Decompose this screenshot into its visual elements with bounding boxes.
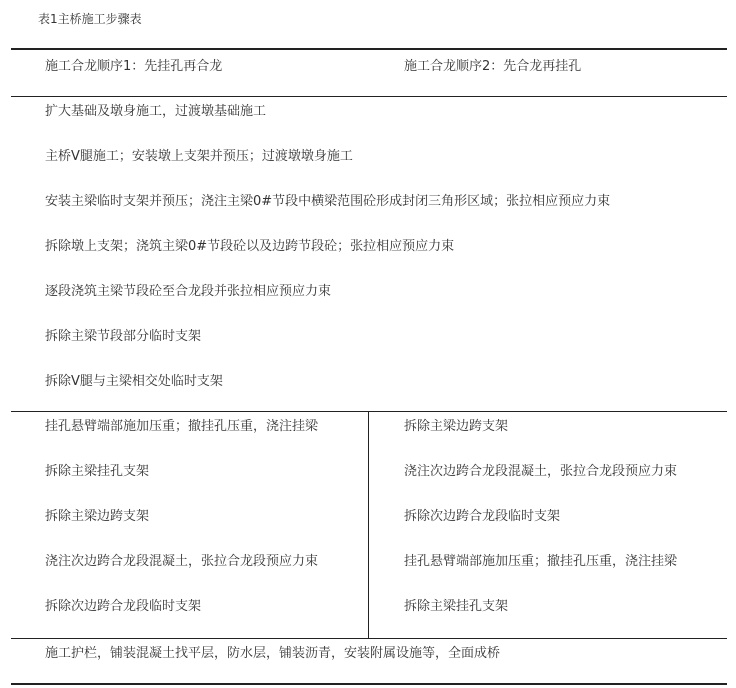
common-step: 主桥V腿施工；安装墩上支架并预压；过渡墩墩身施工 (45, 149, 353, 164)
order1-step: 拆除主梁挂孔支架 (45, 464, 150, 479)
common-step: 扩大基础及墩身施工，过渡墩基础施工 (45, 104, 267, 119)
order2-step: 拆除主梁挂孔支架 (404, 599, 509, 614)
order1-step: 拆除主梁边跨支架 (45, 509, 150, 524)
final-step: 施工护栏，铺装混凝土找平层，防水层，铺装沥青，安装附属设施等，全面成桥 (45, 646, 501, 661)
table-bottom-rule (11, 683, 727, 685)
common-step: 拆除主梁节段部分临时支架 (45, 329, 202, 344)
column-divider (368, 412, 369, 638)
common-step: 安装主梁临时支架并预压；浇注主梁0#节段中横梁范围砼形成封闭三角形区域；张拉相应预应力束 (45, 194, 611, 209)
common-step: 逐段浇筑主梁节段砼至合龙段并张拉相应预应力束 (45, 284, 332, 299)
table-top-rule (11, 48, 727, 50)
order1-step: 浇注次边跨合龙段混凝土，张拉合龙段预应力束 (45, 554, 319, 569)
header-order-2: 施工合龙顺序2：先合龙再挂孔 (404, 59, 582, 74)
header-order-1: 施工合龙顺序1：先挂孔再合龙 (45, 59, 223, 74)
common-step: 拆除V腿与主梁相交处临时支架 (45, 374, 223, 389)
order2-step: 浇注次边跨合龙段混凝土，张拉合龙段预应力束 (404, 464, 678, 479)
split-section-rule (11, 411, 727, 412)
order2-step: 拆除次边跨合龙段临时支架 (404, 509, 561, 524)
order1-step: 拆除次边跨合龙段临时支架 (45, 599, 202, 614)
order2-step: 挂孔悬臂端部施加压重；撤挂孔压重，浇注挂梁 (404, 554, 678, 569)
table-caption: 表1主桥施工步骤表 (38, 12, 142, 26)
header-rule (11, 96, 727, 97)
order2-step: 拆除主梁边跨支架 (404, 419, 509, 434)
order1-step: 挂孔悬臂端部施加压重；撤挂孔压重，浇注挂梁 (45, 419, 319, 434)
final-section-rule (11, 638, 727, 639)
common-step: 拆除墩上支架；浇筑主梁0#节段砼以及边跨节段砼；张拉相应预应力束 (45, 239, 455, 254)
